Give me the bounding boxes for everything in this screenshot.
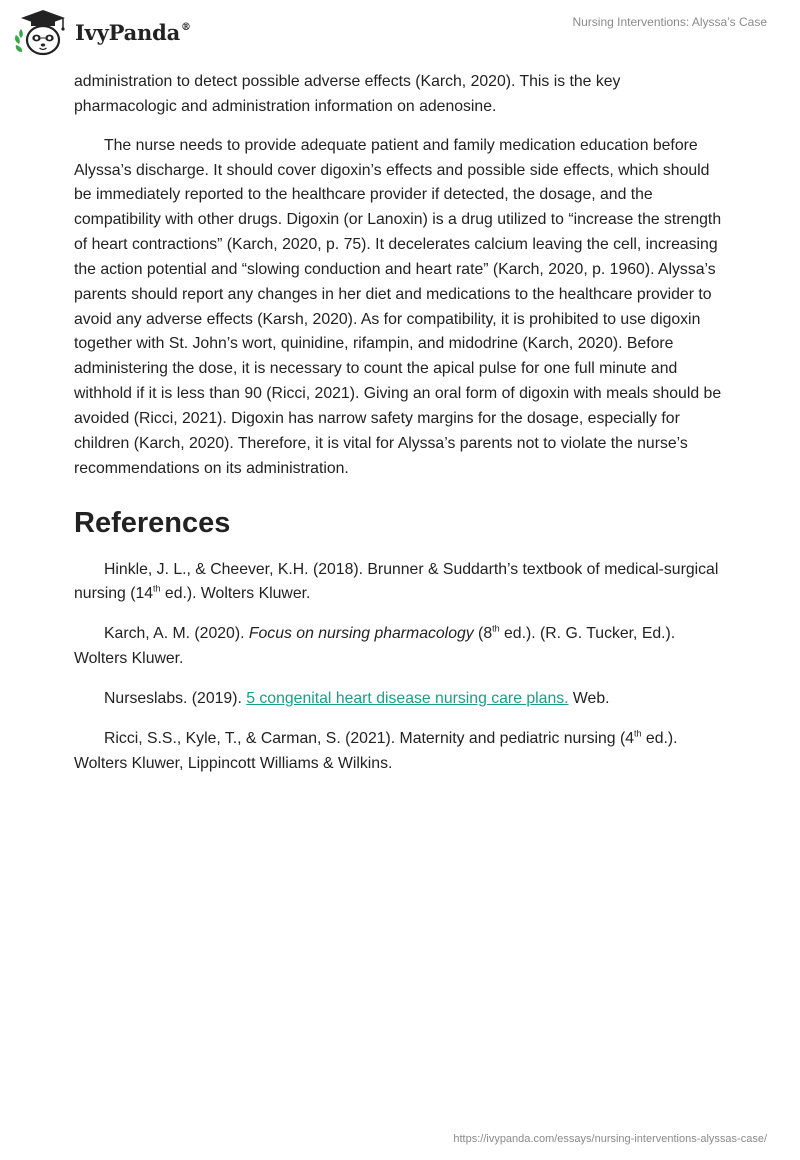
document-body	[74, 70, 726, 791]
body-paragraph-continued: administration to detect possible adverse effects (Karch, 2020). This is the key pharmacologic and administration information on adenosine.	[74, 73, 621, 115]
registered-mark: ®	[181, 21, 191, 33]
panda-logo-icon	[13, 8, 73, 58]
source-url[interactable]: https://ivypanda.com/essays/nursing-interventions-alyssas-case/	[453, 1133, 767, 1145]
reference-item: Karch, A. M. (2020). Focus on nursing pharmacology (8th ed.). (R. G. Tucker, Ed.). Wolters Kluwer.	[74, 623, 676, 668]
brand-name: IvyPanda®	[75, 19, 191, 45]
document-title: Nursing Interventions: Alyssa’s Case	[572, 15, 767, 29]
ivypanda-logo[interactable]	[13, 8, 191, 58]
reference-item: Hinkle, J. L., & Cheever, K.H. (2018). Brunner & Suddarth’s textbook of medical-surgical nursing (14th ed.). Wolters Kluwer.	[74, 560, 719, 603]
reference-item: Nurseslabs. (2019). 5 congenital heart disease nursing care plans. Web.	[104, 689, 610, 707]
reference-item: Ricci, S.S., Kyle, T., & Carman, S. (2021). Maternity and pediatric nursing (4th ed.). Wolters Kluwer, Lippincott Williams & Wilkins.	[74, 728, 678, 772]
references-heading: References	[74, 506, 231, 539]
body-paragraph: The nurse needs to provide adequate patient and family medication education before Alyssa’s discharge. It should cover digoxin’s effects and possible side effects, which should be immediately reported to the healthcare provider if detected, the dosage, and the compatibility with other drugs. Digoxin (or Lanoxin) is a drug utilized to “increase the strength of heart contractions” (Karch, 2020, p. 75). It decelerates calcium leaving the cell, increasing the action potential and “slowing conduction and heart rate” (Karch, 2020, p. 1960). Alyssa’s parents should report any changes in her diet and medications to the healthcare provider to avoid any adverse effects (Karsh, 2020). As for compatibility, it is prohibited to use digoxin together with St. John’s wort, quinidine, rifampin, and midodrine (Karch, 2020). Before administering the dose, it is necessary to count the apical pulse for one full minute and withhold if it is less than 90 (Ricci, 2021). Giving an oral form of digoxin with meals should be avoided (Ricci, 2021). Digoxin has narrow safety margins for the dosage, especially for children (Karch, 2020). Therefore, it is vital for Alyssa’s parents not to violate the nurse’s recommendations on its administration.	[74, 136, 722, 477]
page-header	[0, 0, 800, 66]
reference-link[interactable]: 5 congenital heart disease nursing care plans.	[246, 689, 569, 707]
